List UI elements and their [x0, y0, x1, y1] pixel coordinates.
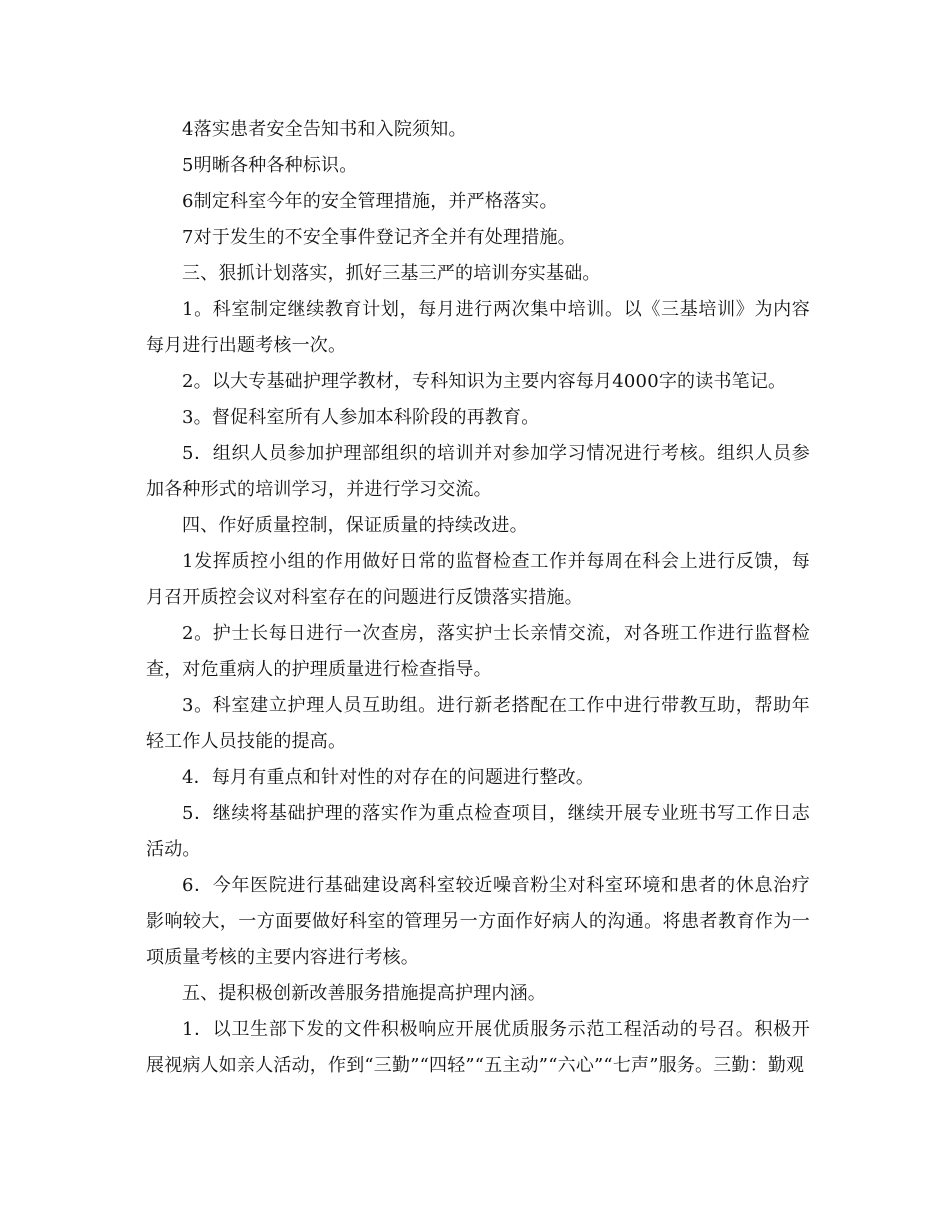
- paragraph: 2。护士长每日进行一次查房，落实护士长亲情交流，对各班工作进行监督检查，对危重病人的护理质量进行检查指导。: [146, 623, 810, 680]
- paragraph: 2。以大专基础护理学教材，专科知识为主要内容每月4000字的读书笔记。: [182, 371, 787, 392]
- section-heading: 五、提积极创新改善服务措施提高护理内涵。: [182, 983, 546, 1004]
- paragraph: 3。科室建立护理人员互助组。进行新老搭配在工作中进行带教互助，帮助年轻工作人员技能的提高。: [146, 695, 810, 752]
- paragraph: 4落实患者安全告知书和入院须知。: [182, 119, 467, 140]
- paragraph: 5明晰各种各种标识。: [182, 155, 358, 176]
- paragraph: 5．组织人员参加护理部组织的培训并对参加学习情况进行考核。组织人员参加各种形式的培训学习，并进行学习交流。: [146, 443, 810, 500]
- document-body: [146, 112, 810, 1084]
- paragraph: 1发挥质控小组的作用做好日常的监督检查工作并每周在科会上进行反馈，每月召开质控会议对科室存在的问题进行反馈落实措施。: [146, 551, 810, 608]
- paragraph: 5．继续将基础护理的落实作为重点检查项目，继续开展专业班书写工作日志活动。: [146, 803, 810, 860]
- paragraph: 1。科室制定继续教育计划，每月进行两次集中培训。以《三基培训》为内容每月进行出题考核一次。: [146, 299, 810, 356]
- paragraph: 3。督促科室所有人参加本科阶段的再教育。: [182, 407, 540, 428]
- paragraph: 4．每月有重点和针对性的对存在的问题进行整改。: [182, 767, 595, 788]
- paragraph: 7对于发生的不安全事件登记齐全并有处理措施。: [182, 227, 576, 248]
- paragraph: 1．以卫生部下发的文件积极响应开展优质服务示范工程活动的号召。积极开展视病人如亲人活动，作到“三勤”“四轻”“五主动”“六心”“七声”服务。三勤：勤观: [146, 1019, 810, 1076]
- paragraph: 6制定科室今年的安全管理措施，并严格落实。: [182, 191, 558, 212]
- section-heading: 四、作好质量控制，保证质量的持续改进。: [182, 515, 528, 536]
- section-heading: 三、狠抓计划落实，抓好三基三严的培训夯实基础。: [182, 263, 601, 284]
- paragraph: 6．今年医院进行基础建设离科室较近噪音粉尘对科室环境和患者的休息治疗影响较大，一方面要做好科室的管理另一方面作好病人的沟通。将患者教育作为一项质量考核的主要内容进行考核。: [146, 875, 810, 968]
